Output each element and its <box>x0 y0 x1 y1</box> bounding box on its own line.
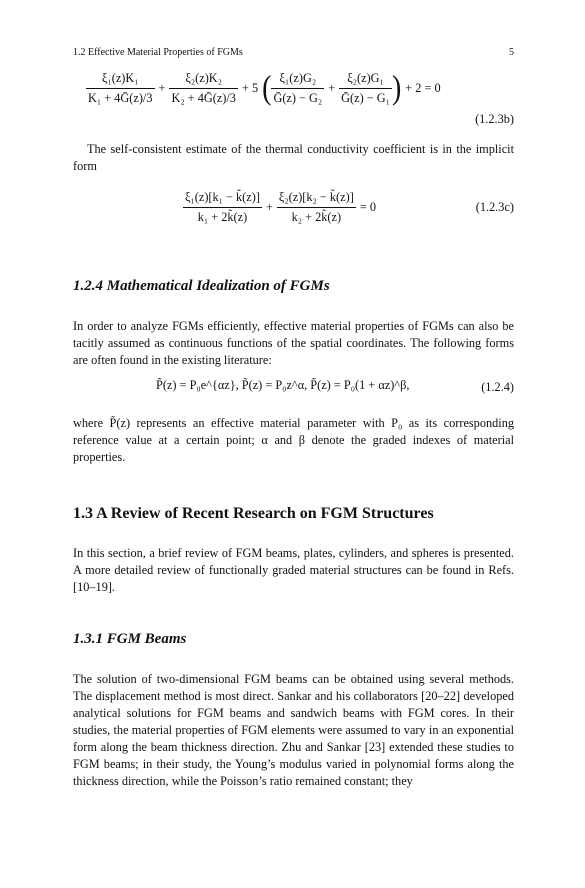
equation-1-2-3b <box>86 71 445 106</box>
numerator: ξ₂(z)[k₂ − k̃(z)] <box>277 190 356 208</box>
equation-tail: = 0 <box>359 200 376 214</box>
paragraph-fgm-beams: The solution of two-dimensional FGM beams can be obtained using several methods. The displacement method is most direct. Sankar and his collaborators [20–22] developed analytical solutions for FGM beams and sandwich beams with FGM cores. In their studies, the material properties of FGM elements were assumed to vary in an exponential form along the beam thickness direction. Zhu and Sankar [23] extended these studies to FGM beams; in their study, the Young’s modulus varied in polynomial forms along the thickness direction, while the Poisson’s ratio remained constant; they <box>73 672 514 788</box>
equation-number: (1.2.3c) <box>475 200 514 214</box>
plus-operator: + <box>265 200 273 214</box>
equation-1-2-4 <box>156 378 409 393</box>
fraction <box>271 71 324 106</box>
fraction <box>169 71 238 106</box>
fraction <box>86 71 155 106</box>
denominator: k₁ + 2k̃(z) <box>197 210 248 224</box>
numerator: ξ₁(z)G₂ <box>271 71 324 89</box>
equation-number: (1.2.3b) <box>475 112 514 126</box>
section-heading: 1.2.4 Mathematical Idealization of FGMs <box>73 278 330 294</box>
section-heading: 1.3 A Review of Recent Research on FGM Structures <box>73 505 434 522</box>
running-header: 1.2 Effective Material Properties of FGMs <box>73 47 243 58</box>
equation-tail: + 2 = 0 <box>405 81 441 95</box>
denominator: k₂ + 2k̃(z) <box>291 210 342 224</box>
subsection-heading: 1.3.1 FGM Beams <box>73 631 187 647</box>
page-number: 5 <box>509 47 514 58</box>
equation-1-2-3c <box>183 190 380 225</box>
right-paren: ) <box>391 69 402 107</box>
plus-operator: + <box>328 81 336 95</box>
numerator: ξ₂(z)G₁ <box>339 71 392 89</box>
equation-text: P̃(z) = P₀e^{αz}, P̃(z) = P₀z^α, P̃(z) = P₀(1 + αz)^β, <box>156 378 410 392</box>
fraction <box>277 190 356 225</box>
numerator: ξ₁(z)K₁ <box>86 71 155 89</box>
numerator: ξ₂(z)K₂ <box>169 71 238 89</box>
fraction <box>339 71 392 106</box>
coefficient: + 5 <box>241 81 259 95</box>
denominator: Ḡ(z) − G₂ <box>273 91 323 105</box>
left-paren: ( <box>262 69 272 107</box>
equation-number: (1.2.4) <box>481 380 514 394</box>
plus-operator: + <box>158 81 166 95</box>
fraction <box>183 190 262 225</box>
paragraph-idealization: In order to analyze FGMs efficiently, effective material properties of FGMs can also be tacitly assumed as continuous functions of the spatial coordinates. The following forms are often found in the existing literature: <box>73 319 514 367</box>
paragraph-thermal: The self-consistent estimate of the thermal conductivity coefficient is in the implicit form <box>73 142 514 173</box>
denominator: K₁ + 4Ḡ(z)/3 <box>88 91 153 105</box>
paragraph-review: In this section, a brief review of FGM beams, plates, cylinders, and spheres is presented. A more detailed review of functionally graded material structures can be found in Refs. [10–19]. <box>73 546 514 594</box>
denominator: K₂ + 4Ḡ(z)/3 <box>171 91 236 105</box>
denominator: Ḡ(z) − G₁ <box>341 91 390 105</box>
numerator: ξ₁(z)[k₁ − k̃(z)] <box>183 190 262 208</box>
paragraph-where: where P̃(z) represents an effective material parameter with P₀ as its corresponding reference value at a certain point; α and β denote the graded indexes of material properties. <box>73 416 514 464</box>
